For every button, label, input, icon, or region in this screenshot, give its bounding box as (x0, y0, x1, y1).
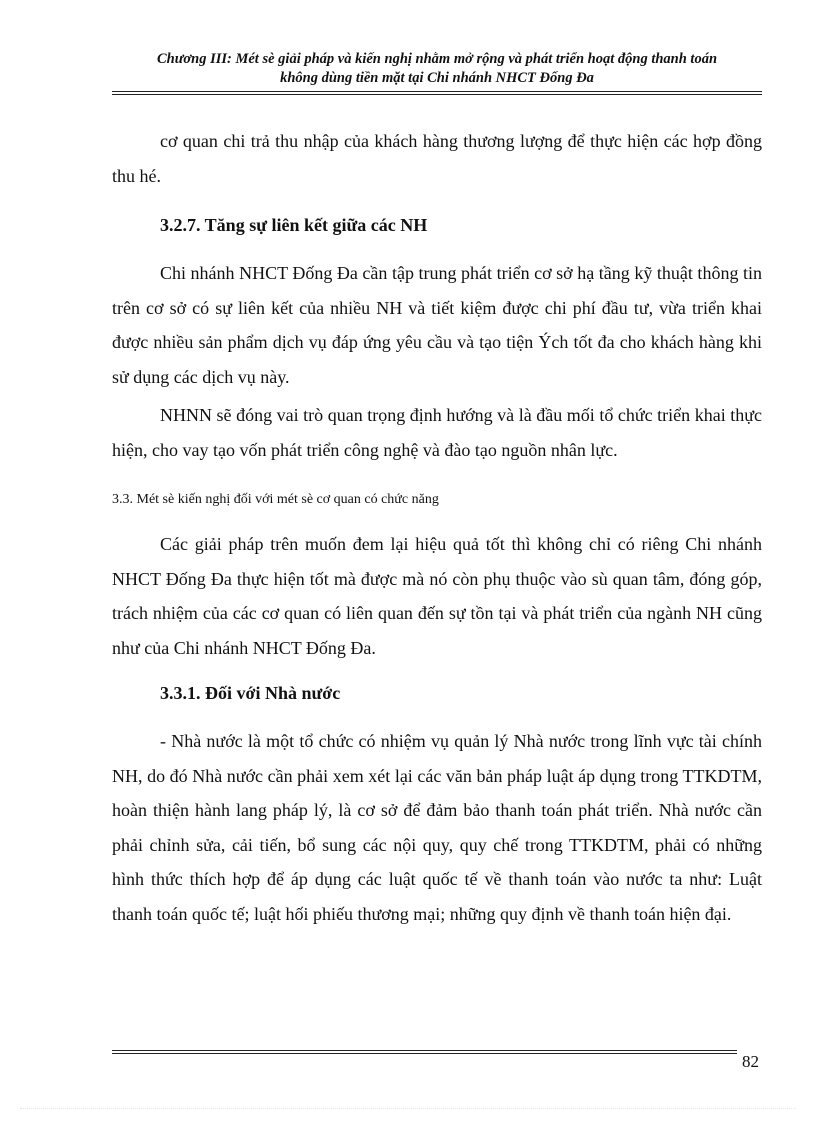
footer-rule-bottom (112, 1053, 737, 1054)
header-rule-bottom (112, 94, 762, 95)
paragraph-continuation: cơ quan chi trả thu nhập của khách hàng thương lượng để thực hiện các hợp đồng thu hé. (112, 131, 762, 186)
paragraph-state-role: - Nhà nước là một tổ chức có nhiệm vụ quản lý Nhà nước trong lĩnh vực tài chính NH, do đó Nhà nước cần phải xem xét lại các văn bản pháp luật áp dụng trong TTKDTM, hoàn thiện hành lang pháp lý, là cơ sở để đảm bảo thanh toán phát triển. Nhà nước cần phải chỉnh sửa, cải tiến, bổ sung các nội quy, quy chế trong TTKDTM, phải có những hình thức thích hợp để áp dụng các luật quốc tế về thanh toán vào nước ta như: Luật thanh toán quốc tế; luật hối phiếu thương mại; những quy định về thanh toán hiện đại. (112, 731, 762, 924)
running-header (112, 50, 762, 88)
page-edge-dotted-line (20, 1108, 796, 1109)
paragraph-nhnn-role: NHNN sẽ đóng vai trò quan trọng định hướng và là đầu mối tổ chức triển khai thực hiện, cho vay tạo vốn phát triển công nghệ và đào tạo nguồn nhân lực. (112, 405, 762, 460)
header-line-2: không dùng tiền mặt tại Chi nhánh NHCT Đống Đa (280, 70, 594, 86)
heading-3-2-7: 3.2.7. Tăng sự liên kết giữa các NH (160, 215, 428, 235)
paragraph-link-infrastructure: Chi nhánh NHCT Đống Đa cần tập trung phát triển cơ sở hạ tầng kỹ thuật thông tin trên cơ sở có sự liên kết của nhiều NH và tiết kiệm được chi phí đầu tư, vừa triển khai được nhiều sản phẩm dịch vụ đáp ứng yêu cầu và tạo tiện Ých tốt đa cho khách hàng khi sử dụng các dịch vụ này. (112, 263, 762, 387)
header-rule-top (112, 91, 762, 92)
footer-rule-top (112, 1050, 737, 1051)
page-number: 82 (742, 1052, 759, 1071)
heading-3-3-1: 3.3.1. Đối với Nhà nước (160, 683, 341, 703)
heading-3-3: 3.3. Mét sè kiến nghị đối với mét sè cơ quan có chức năng (112, 492, 439, 507)
header-line-1: Chương III: Mét sè giải pháp và kiến nghị nhằm mở rộng và phát triển hoạt động thanh toán (156, 51, 718, 67)
paragraph-solutions: Các giải pháp trên muốn đem lại hiệu quả tốt thì không chỉ có riêng Chi nhánh NHCT Đống Đa thực hiện tốt mà được mà nó còn phụ thuộc vào sù quan tâm, đóng góp, trách nhiệm của các cơ quan có liên quan đến sự tồn tại và phát triển của ngành NH cũng như của Chi nhánh NHCT Đống Đa. (112, 534, 762, 658)
